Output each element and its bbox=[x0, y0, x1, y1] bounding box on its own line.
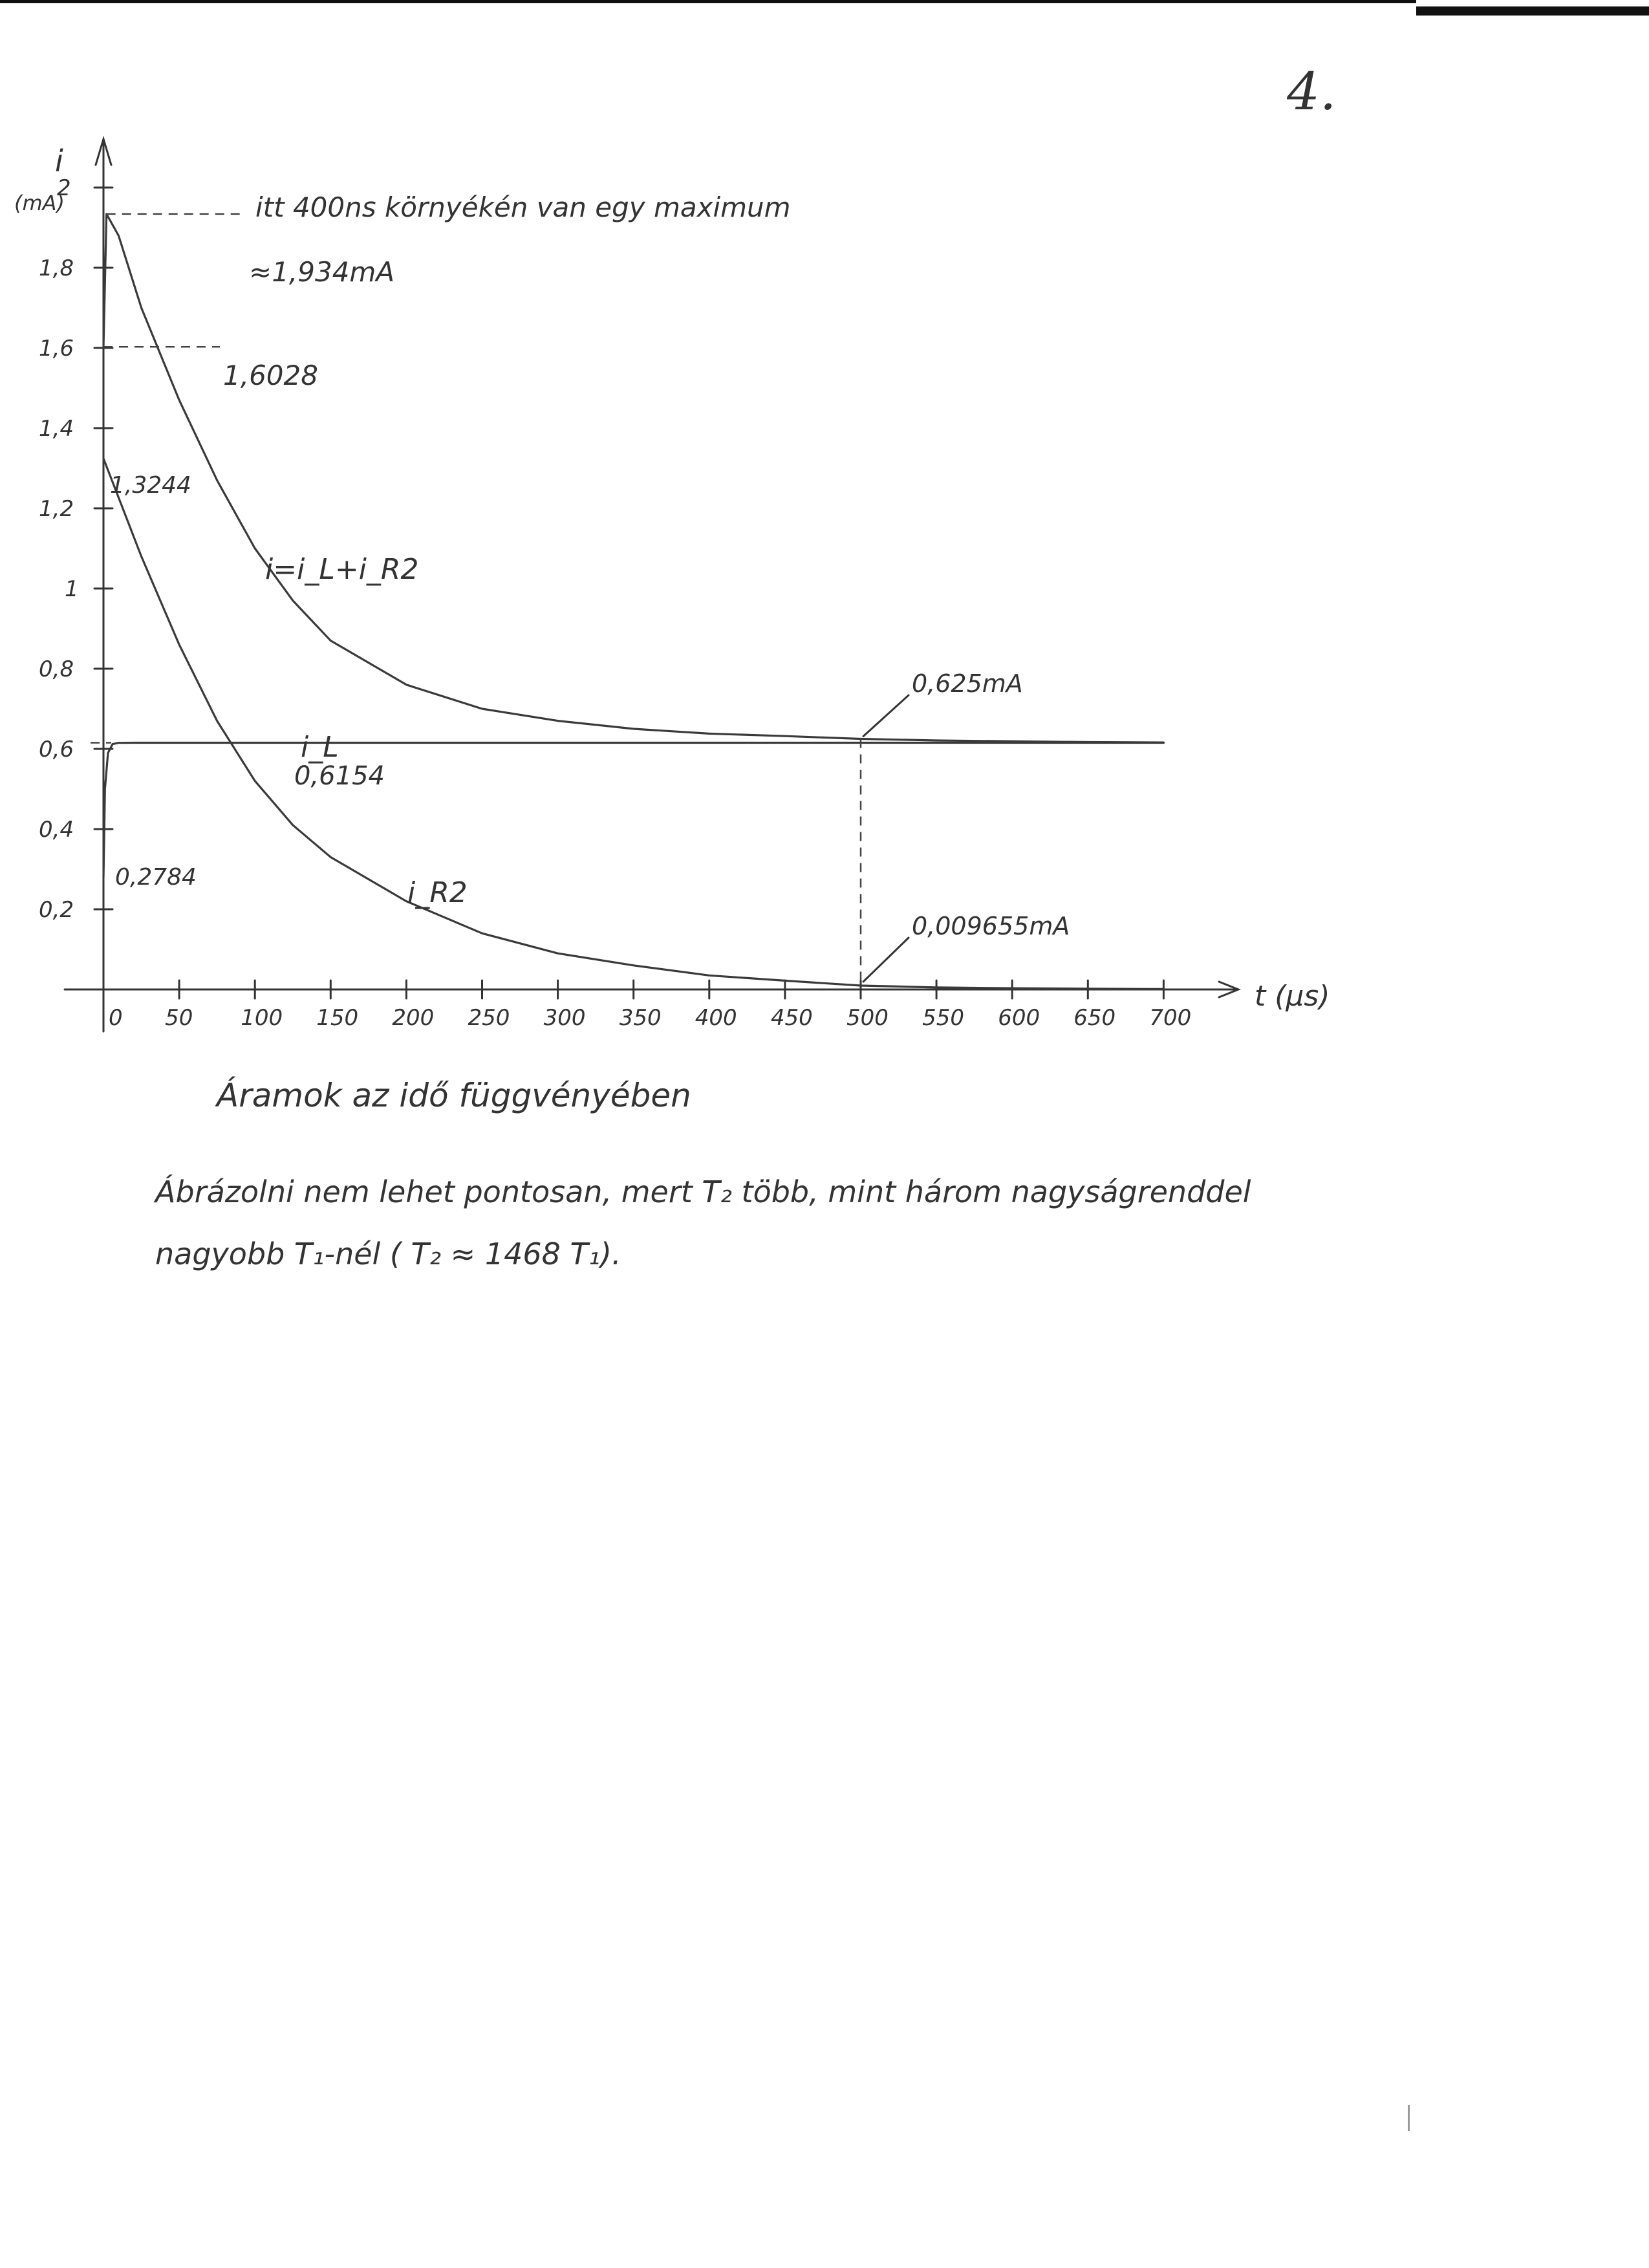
iR2-at-500-pointer bbox=[863, 938, 909, 982]
total-at-500-pointer bbox=[863, 695, 909, 737]
explanation-note bbox=[155, 1161, 1384, 1285]
x-tick-label: 150 bbox=[316, 1005, 359, 1031]
iR2-start-value-label: 1,3244 bbox=[110, 472, 191, 499]
x-tick-label: 50 bbox=[165, 1005, 193, 1031]
iL-steady-value-label: 0,6154 bbox=[294, 761, 385, 791]
note-line-2: nagyobb T₁-nél ( T₂ ≈ 1468 T₁). bbox=[155, 1237, 621, 1271]
y-tick-label: 0,8 bbox=[39, 656, 74, 682]
iR2-at-500-label: 0,009655mA bbox=[912, 912, 1070, 940]
y-tick-label: 1 bbox=[65, 576, 79, 602]
y-tick-label: 0,6 bbox=[39, 737, 74, 762]
series-iR2-current bbox=[103, 459, 1163, 989]
y-axis-label: i bbox=[55, 144, 63, 178]
x-axis-label: t (μs) bbox=[1255, 980, 1330, 1013]
note-line-1: Ábrázolni nem lehet pontosan, mert T₂ több, mint három nagyságrenddel bbox=[155, 1174, 1251, 1209]
chart-caption: Áramok az idő függvényében bbox=[217, 1077, 691, 1114]
y-tick-label: 2 bbox=[57, 175, 71, 201]
x-tick-label: 200 bbox=[392, 1005, 435, 1031]
x-tick-label: 100 bbox=[241, 1005, 283, 1031]
x-tick-label: 300 bbox=[543, 1005, 586, 1031]
y-tick-label: 1,8 bbox=[39, 255, 74, 281]
x-tick-label: 650 bbox=[1073, 1005, 1116, 1031]
x-tick-label: 500 bbox=[846, 1005, 889, 1031]
y-tick-label: 1,2 bbox=[39, 496, 74, 522]
y-axis-unit: (mA) bbox=[14, 191, 65, 215]
y-tick-label: 1,4 bbox=[39, 416, 74, 442]
x-tick-label: 350 bbox=[619, 1005, 662, 1031]
x-tick-label: 250 bbox=[468, 1005, 510, 1031]
iL-series-label: i_L bbox=[301, 731, 339, 764]
max-annotation-line1: itt 400ns környékén van egy maximum bbox=[255, 191, 791, 223]
x-tick-label: 400 bbox=[695, 1005, 737, 1031]
scan-edge-mark bbox=[1408, 2105, 1410, 2131]
y-tick-label: 1,6 bbox=[39, 336, 74, 362]
iL-start-value-label: 0,2784 bbox=[115, 864, 197, 891]
x-tick-label: 600 bbox=[998, 1005, 1040, 1031]
x-tick-label: 0 bbox=[109, 1005, 123, 1031]
y-tick-label: 0,4 bbox=[39, 817, 74, 843]
x-tick-label: 450 bbox=[770, 1005, 813, 1031]
x-tick-label: 550 bbox=[922, 1005, 965, 1031]
page-number: 4. bbox=[1287, 61, 1337, 122]
total-at-500-label: 0,625mA bbox=[912, 669, 1023, 698]
iR2-series-label: i_R2 bbox=[407, 876, 468, 909]
series-total-current bbox=[103, 214, 1163, 742]
series-iL-current bbox=[103, 743, 1163, 878]
start-value-label: 1,6028 bbox=[223, 360, 318, 391]
x-tick-label: 700 bbox=[1149, 1005, 1192, 1031]
total-current-series-label: i=i_L+i_R2 bbox=[265, 553, 419, 586]
max-annotation-line2: ≈1,934mA bbox=[249, 256, 395, 288]
y-tick-label: 0,2 bbox=[39, 897, 74, 923]
